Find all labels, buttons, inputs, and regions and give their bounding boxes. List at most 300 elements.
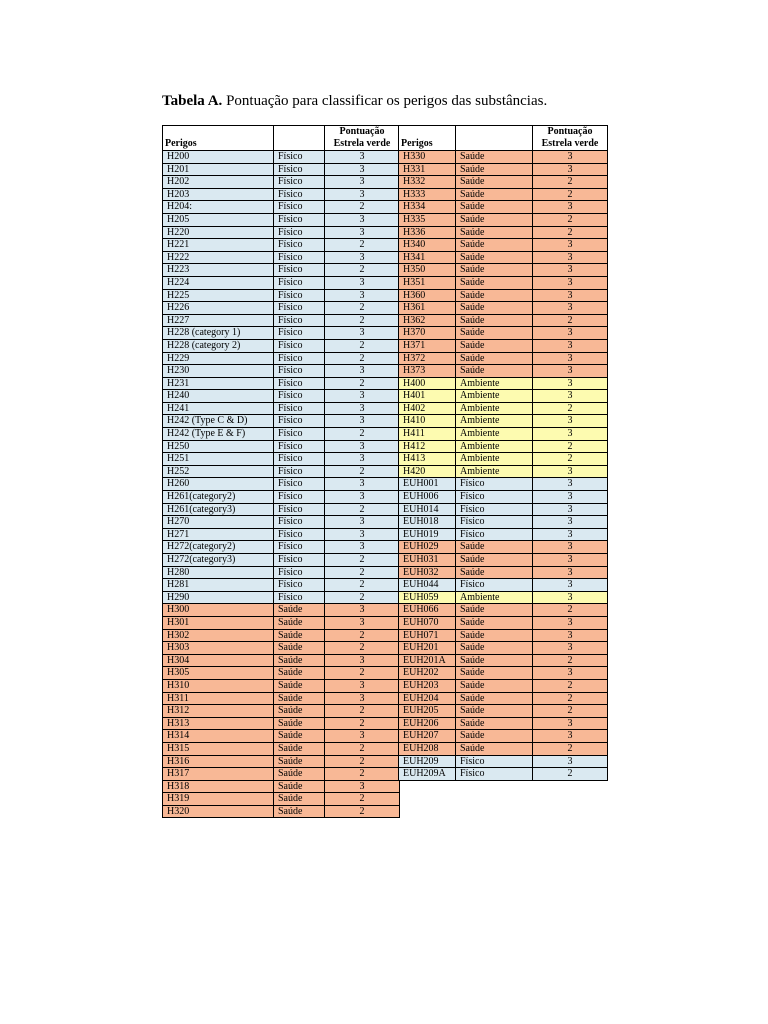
hazard-code: H301 [163, 616, 274, 629]
hazard-code: H320 [163, 805, 274, 818]
hazard-score: 3 [533, 491, 608, 504]
table-row [399, 453, 608, 466]
hazard-category: Físico [274, 402, 325, 415]
hazard-code: H205 [163, 213, 274, 226]
hazard-score: 3 [325, 176, 400, 189]
hazard-code: H260 [163, 478, 274, 491]
hazard-category: Saúde [456, 251, 533, 264]
hazard-code: H270 [163, 516, 274, 529]
hazard-code: EUH032 [399, 566, 456, 579]
hazard-score: 3 [325, 226, 400, 239]
hazard-code: H316 [163, 755, 274, 768]
hazard-code: H271 [163, 528, 274, 541]
hazard-score: 2 [533, 604, 608, 617]
hazard-score: 3 [325, 491, 400, 504]
hazard-category: Físico [274, 226, 325, 239]
hazard-code: H223 [163, 264, 274, 277]
hazards-table-left [162, 125, 400, 818]
table-row [163, 440, 400, 453]
hazard-category: Físico [274, 453, 325, 466]
table-body-right [399, 151, 608, 781]
table-row [163, 780, 400, 793]
hazard-code: EUH205 [399, 705, 456, 718]
table-row [163, 415, 400, 428]
table-row [399, 642, 608, 655]
table-row [163, 151, 400, 164]
table-row [399, 251, 608, 264]
hazard-score: 3 [325, 213, 400, 226]
hazard-category: Saúde [274, 616, 325, 629]
hazard-score: 2 [325, 314, 400, 327]
hazard-category: Saúde [456, 541, 533, 554]
hazard-category: Físico [456, 516, 533, 529]
hazard-code: H360 [399, 289, 456, 302]
table-row [399, 717, 608, 730]
hazard-code: H351 [399, 276, 456, 289]
table-row [163, 478, 400, 491]
table-row [163, 805, 400, 818]
hazard-category: Saúde [274, 755, 325, 768]
hazard-score: 3 [533, 566, 608, 579]
hazard-category: Físico [274, 239, 325, 252]
hazard-score: 3 [325, 289, 400, 302]
table-row [163, 755, 400, 768]
hazard-score: 2 [325, 302, 400, 315]
hazard-score: 2 [325, 339, 400, 352]
hazard-category: Saúde [456, 302, 533, 315]
hazard-score: 3 [325, 692, 400, 705]
hazard-code: EUH029 [399, 541, 456, 554]
hazard-score: 2 [533, 742, 608, 755]
hazard-score: 2 [325, 554, 400, 567]
hazard-category: Saúde [456, 176, 533, 189]
hazard-score: 3 [325, 390, 400, 403]
hazard-code: H305 [163, 667, 274, 680]
hazard-category: Saúde [456, 642, 533, 655]
hazard-score: 3 [533, 289, 608, 302]
hazard-code: EUH203 [399, 679, 456, 692]
hazard-code: H203 [163, 188, 274, 201]
table-row [163, 768, 400, 781]
table-row [399, 377, 608, 390]
table-header-row [399, 126, 608, 151]
hazard-score: 3 [533, 730, 608, 743]
hazard-score: 2 [533, 402, 608, 415]
hazard-category: Saúde [456, 566, 533, 579]
hazard-code: H304 [163, 654, 274, 667]
table-row [163, 251, 400, 264]
table-row [163, 226, 400, 239]
hazard-category: Físico [274, 289, 325, 302]
hazard-code: H241 [163, 402, 274, 415]
table-row [163, 428, 400, 441]
hazard-score: 2 [533, 705, 608, 718]
hazard-category: Saúde [456, 654, 533, 667]
table-row [399, 591, 608, 604]
hazard-category: Ambiente [456, 591, 533, 604]
hazard-score: 2 [325, 705, 400, 718]
hazard-code: EUH204 [399, 692, 456, 705]
hazard-score: 2 [325, 793, 400, 806]
hazard-category: Saúde [456, 201, 533, 214]
hazard-code: H333 [399, 188, 456, 201]
hazard-category: Saúde [456, 352, 533, 365]
hazard-code: H313 [163, 717, 274, 730]
hazard-score: 2 [325, 566, 400, 579]
hazard-category: Físico [456, 478, 533, 491]
hazard-score: 3 [325, 163, 400, 176]
table-row [399, 264, 608, 277]
hazard-score: 3 [533, 276, 608, 289]
table-row [399, 730, 608, 743]
hazard-category: Físico [456, 503, 533, 516]
table-row [399, 339, 608, 352]
table-row [163, 377, 400, 390]
header-empty [456, 126, 533, 151]
hazard-code: H272(category3) [163, 554, 274, 567]
hazard-category: Saúde [274, 679, 325, 692]
hazard-category: Físico [274, 566, 325, 579]
header-pontuacao [533, 126, 608, 151]
hazard-score: 3 [533, 352, 608, 365]
hazard-score: 2 [325, 352, 400, 365]
hazard-score: 3 [325, 516, 400, 529]
table-row [163, 327, 400, 340]
hazard-category: Físico [274, 176, 325, 189]
hazard-code: EUH031 [399, 554, 456, 567]
hazard-score: 3 [533, 339, 608, 352]
table-row [399, 289, 608, 302]
hazard-category: Físico [274, 264, 325, 277]
hazard-category: Saúde [456, 365, 533, 378]
hazard-category: Físico [274, 188, 325, 201]
hazard-code: H330 [399, 151, 456, 164]
table-row [163, 201, 400, 214]
hazard-category: Físico [274, 339, 325, 352]
hazard-code: EUH071 [399, 629, 456, 642]
hazard-category: Físico [274, 491, 325, 504]
table-row [163, 302, 400, 315]
hazard-code: EUH206 [399, 717, 456, 730]
table-row [399, 276, 608, 289]
hazard-score: 3 [533, 541, 608, 554]
table-row [399, 566, 608, 579]
table-row [399, 365, 608, 378]
hazard-category: Físico [274, 465, 325, 478]
hazard-score: 2 [325, 805, 400, 818]
hazard-score: 3 [325, 402, 400, 415]
hazard-category: Físico [274, 516, 325, 529]
hazard-code: H335 [399, 213, 456, 226]
hazard-code: H334 [399, 201, 456, 214]
hazard-code: H300 [163, 604, 274, 617]
hazard-code: H372 [399, 352, 456, 365]
hazard-category: Saúde [274, 742, 325, 755]
hazard-category: Físico [274, 503, 325, 516]
hazard-score: 2 [325, 642, 400, 655]
table-body-left [163, 151, 400, 818]
hazard-category: Físico [274, 276, 325, 289]
hazard-score: 3 [325, 188, 400, 201]
hazard-category: Ambiente [456, 465, 533, 478]
hazard-score: 3 [325, 528, 400, 541]
table-row [399, 188, 608, 201]
table-row [399, 679, 608, 692]
table-row [163, 642, 400, 655]
hazard-category: Saúde [456, 289, 533, 302]
table-header-row [163, 126, 400, 151]
hazard-code: H224 [163, 276, 274, 289]
table-row [163, 667, 400, 680]
hazard-code: H402 [399, 402, 456, 415]
hazard-category: Físico [274, 591, 325, 604]
hazard-score: 2 [533, 213, 608, 226]
hazard-code: H226 [163, 302, 274, 315]
hazard-category: Saúde [456, 213, 533, 226]
table-row [163, 163, 400, 176]
hazard-category: Ambiente [456, 428, 533, 441]
hazard-score: 2 [325, 768, 400, 781]
table-caption [162, 91, 547, 111]
table-row [399, 302, 608, 315]
hazard-score: 3 [533, 516, 608, 529]
hazards-table-right [398, 125, 608, 781]
hazard-code: H362 [399, 314, 456, 327]
hazard-code: EUH208 [399, 742, 456, 755]
hazard-score: 2 [325, 629, 400, 642]
table-row [399, 516, 608, 529]
table-row [399, 692, 608, 705]
hazard-category: Saúde [456, 264, 533, 277]
hazard-code: H411 [399, 428, 456, 441]
hazard-score: 2 [533, 768, 608, 781]
hazard-category: Físico [274, 251, 325, 264]
table-row [163, 402, 400, 415]
table-row [399, 213, 608, 226]
hazard-category: Físico [456, 491, 533, 504]
hazard-score: 2 [325, 503, 400, 516]
hazard-category: Físico [274, 415, 325, 428]
table-row [399, 465, 608, 478]
table-row [163, 516, 400, 529]
hazard-score: 3 [325, 415, 400, 428]
hazard-category: Físico [456, 768, 533, 781]
hazard-code: H242 (Type C & D) [163, 415, 274, 428]
hazard-code: EUH209A [399, 768, 456, 781]
hazard-score: 2 [325, 264, 400, 277]
hazard-category: Físico [456, 579, 533, 592]
hazard-score: 3 [533, 478, 608, 491]
header-pontuacao [325, 126, 400, 151]
hazard-score: 3 [325, 478, 400, 491]
hazard-score: 3 [533, 755, 608, 768]
hazard-score: 3 [533, 667, 608, 680]
hazard-category: Físico [274, 440, 325, 453]
hazard-score: 2 [325, 428, 400, 441]
hazard-score: 2 [325, 755, 400, 768]
hazard-score: 3 [533, 151, 608, 164]
table-row [163, 213, 400, 226]
hazard-code: H200 [163, 151, 274, 164]
table-row [399, 226, 608, 239]
table-row [163, 604, 400, 617]
table-row [399, 629, 608, 642]
hazard-score: 3 [533, 554, 608, 567]
table-row [163, 188, 400, 201]
hazard-code: H341 [399, 251, 456, 264]
hazard-code: H332 [399, 176, 456, 189]
table-row [163, 276, 400, 289]
hazard-code: H412 [399, 440, 456, 453]
hazard-score: 3 [325, 730, 400, 743]
hazard-score: 3 [533, 579, 608, 592]
hazard-code: H401 [399, 390, 456, 403]
header-pontuacao-line1: Pontuação [547, 126, 593, 137]
hazard-category: Saúde [274, 654, 325, 667]
hazard-category: Físico [274, 213, 325, 226]
hazard-score: 3 [533, 239, 608, 252]
hazard-code: H413 [399, 453, 456, 466]
table-row [399, 491, 608, 504]
header-perigos: Perigos [399, 126, 456, 151]
hazard-score: 3 [325, 151, 400, 164]
table-row [399, 314, 608, 327]
table-row [163, 629, 400, 642]
hazard-code: H340 [399, 239, 456, 252]
hazard-category: Físico [274, 163, 325, 176]
hazard-code: H280 [163, 566, 274, 579]
table-row [399, 667, 608, 680]
hazard-category: Físico [456, 755, 533, 768]
hazard-category: Saúde [274, 642, 325, 655]
hazard-category: Saúde [456, 629, 533, 642]
hazard-category: Físico [456, 528, 533, 541]
hazard-code: EUH070 [399, 616, 456, 629]
hazard-code: H261(category2) [163, 491, 274, 504]
hazard-score: 3 [533, 201, 608, 214]
hazard-score: 3 [533, 428, 608, 441]
hazard-code: H350 [399, 264, 456, 277]
hazard-score: 3 [533, 616, 608, 629]
hazard-category: Saúde [456, 554, 533, 567]
hazard-category: Saúde [456, 616, 533, 629]
hazard-code: H240 [163, 390, 274, 403]
hazard-score: 3 [325, 276, 400, 289]
hazard-code: H225 [163, 289, 274, 302]
hazard-score: 2 [533, 440, 608, 453]
table-row [163, 742, 400, 755]
hazard-score: 3 [533, 503, 608, 516]
hazard-score: 2 [533, 453, 608, 466]
hazard-score: 2 [325, 377, 400, 390]
hazard-score: 3 [533, 717, 608, 730]
hazard-score: 2 [325, 591, 400, 604]
hazard-code: H229 [163, 352, 274, 365]
hazard-code: H250 [163, 440, 274, 453]
hazard-category: Saúde [274, 692, 325, 705]
table-row [399, 478, 608, 491]
hazard-code: H202 [163, 176, 274, 189]
hazard-category: Físico [274, 365, 325, 378]
hazard-score: 3 [533, 302, 608, 315]
hazard-code: H312 [163, 705, 274, 718]
hazard-category: Físico [274, 528, 325, 541]
table-row [163, 528, 400, 541]
hazard-code: EUH014 [399, 503, 456, 516]
table-row [399, 616, 608, 629]
hazard-score: 2 [325, 579, 400, 592]
hazard-score: 2 [533, 654, 608, 667]
hazard-category: Físico [274, 478, 325, 491]
hazard-code: H315 [163, 742, 274, 755]
hazard-category: Físico [274, 302, 325, 315]
hazard-score: 3 [533, 365, 608, 378]
hazard-code: H311 [163, 692, 274, 705]
header-pontuacao-line2: Estrela verde [333, 138, 391, 149]
table-row [163, 654, 400, 667]
hazard-code: EUH209 [399, 755, 456, 768]
table-row [163, 679, 400, 692]
table-row [399, 402, 608, 415]
hazard-category: Físico [274, 377, 325, 390]
table-row [399, 579, 608, 592]
hazard-category: Saúde [456, 226, 533, 239]
header-pontuacao-line1: Pontuação [339, 126, 385, 137]
hazard-code: EUH201 [399, 642, 456, 655]
hazard-code: H314 [163, 730, 274, 743]
hazard-code: H303 [163, 642, 274, 655]
table-row [163, 314, 400, 327]
table-row [399, 541, 608, 554]
hazard-category: Saúde [456, 276, 533, 289]
hazard-code: H242 (Type E & F) [163, 428, 274, 441]
hazard-score: 3 [533, 591, 608, 604]
hazard-score: 2 [325, 667, 400, 680]
hazard-score: 3 [325, 251, 400, 264]
hazard-category: Físico [274, 314, 325, 327]
hazard-code: H317 [163, 768, 274, 781]
hazard-category: Saúde [456, 163, 533, 176]
hazard-category: Ambiente [456, 453, 533, 466]
hazard-code: EUH207 [399, 730, 456, 743]
hazard-category: Saúde [456, 239, 533, 252]
hazard-code: H201 [163, 163, 274, 176]
hazard-category: Saúde [274, 717, 325, 730]
hazard-category: Saúde [456, 717, 533, 730]
hazard-score: 2 [325, 465, 400, 478]
hazard-code: H373 [399, 365, 456, 378]
table-row [163, 176, 400, 189]
hazard-code: EUH001 [399, 478, 456, 491]
table-row [399, 390, 608, 403]
table-row [399, 239, 608, 252]
hazard-score: 3 [325, 453, 400, 466]
header-empty [274, 126, 325, 151]
hazard-category: Saúde [274, 793, 325, 806]
hazard-code: H319 [163, 793, 274, 806]
table-row [399, 755, 608, 768]
hazard-category: Ambiente [456, 415, 533, 428]
table-row [399, 705, 608, 718]
header-pontuacao-line2: Estrela verde [541, 138, 599, 149]
table-row [163, 705, 400, 718]
hazard-category: Ambiente [456, 390, 533, 403]
hazard-score: 2 [325, 201, 400, 214]
hazard-category: Saúde [456, 314, 533, 327]
hazard-code: H302 [163, 629, 274, 642]
hazard-code: H228 (category 2) [163, 339, 274, 352]
hazard-category: Ambiente [456, 402, 533, 415]
